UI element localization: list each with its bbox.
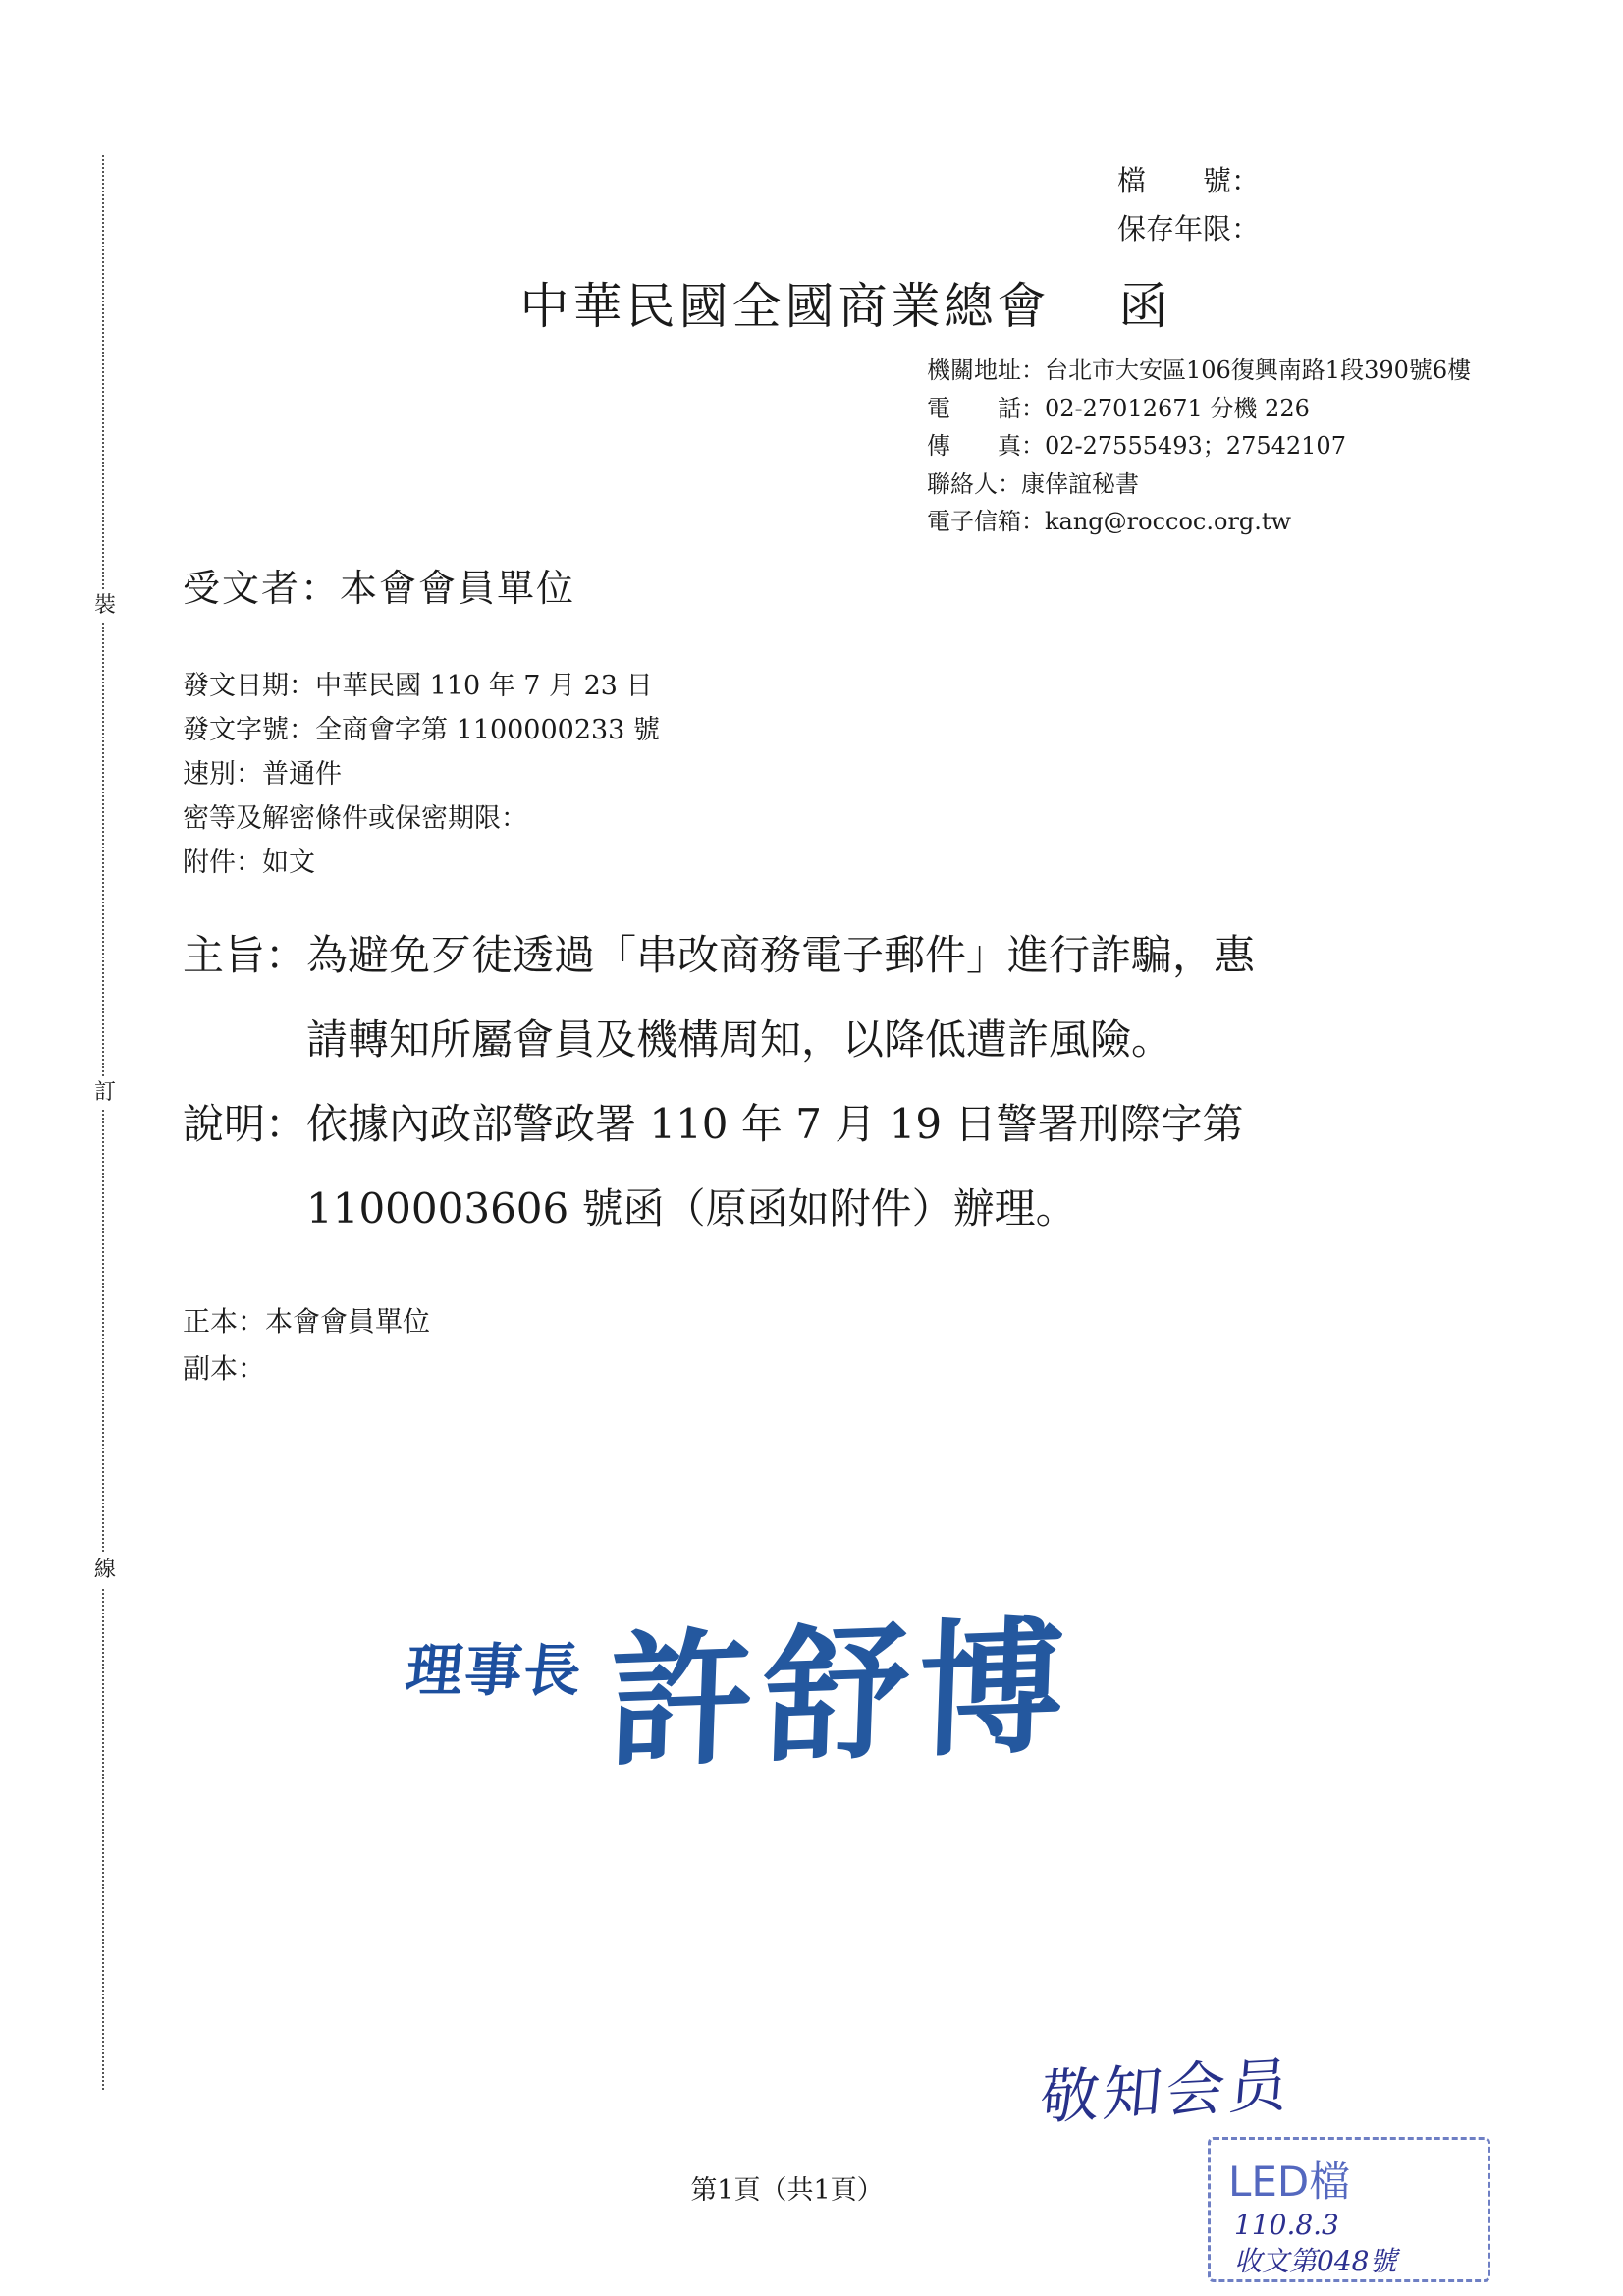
received-stamp [1208,2137,1490,2282]
doc-type: 函 [1118,278,1172,335]
stamp-date: 110.8.3 [1234,2209,1339,2241]
email-line: 電子信箱：kang@roccoc.org.tw [927,508,1292,535]
original-recipients: 正本：本會會員單位 [183,1305,431,1338]
attachment: 附件：如文 [183,847,315,878]
document-meta [183,664,660,885]
explanation-line-2: 1100003606 號函（原函如附件）辦理。 [306,1184,1077,1232]
binding-mark-zhuang: 裝 [94,589,116,623]
security-level: 密等及解密條件或保密期限： [183,803,527,834]
copy-recipients: 副本： [183,1352,266,1385]
document-title [0,267,1623,338]
stamp-title: LED檔 [1228,2158,1351,2206]
address-line: 機關地址：台北市大安區106復興南路1段390號6樓 [927,356,1472,384]
retention-period-label: 保存年限： [1117,212,1261,246]
issue-date: 發文日期：中華民國 110 年 7 月 23 日 [183,671,653,701]
contact-block [927,352,1471,541]
explanation-paragraph [183,1082,1479,1251]
signature-title: 理事長 [402,1637,587,1704]
handwritten-note: 敬知会员 [1037,2050,1295,2133]
subject-line-1: 為避免歹徒透過「串改商務電子郵件」進行詐騙，惠 [306,931,1256,979]
signature-name: 許舒博 [605,1600,1077,1788]
file-number-label: 檔 號： [1117,164,1261,197]
subject-paragraph [183,913,1479,1082]
document-body [183,913,1479,1251]
recipient: 受文者：本會會員單位 [183,567,576,610]
stamp-number: 收文第048號 [1234,2245,1397,2277]
fax-line: 傳 真：02-27555493；27542107 [927,432,1346,460]
distribution [183,1298,430,1393]
binding-mark-ding: 訂 [94,1076,116,1110]
explanation-line-1: 依據內政部警政署 110 年 7 月 19 日警署刑際字第 [306,1100,1244,1148]
phone-line: 電 話：02-27012671 分機 226 [927,394,1310,422]
chairman-signature [393,1579,1139,1788]
binding-mark-xian: 線 [94,1554,116,1587]
subject-line-2: 請轉知所屬會員及機構周知，以降低遭詐風險。 [306,1015,1173,1064]
org-name: 中華民國全國商業總會 [519,278,1051,335]
document-number: 發文字號：全商會字第 1100000233 號 [183,715,660,745]
contact-person-line: 聯絡人：康倖誼秘書 [927,469,1139,498]
urgency: 速別：普通件 [183,759,342,790]
binding-line [102,155,104,2090]
filing-info [1117,157,1260,253]
explanation-heading: 說明： [183,1100,307,1148]
subject-heading: 主旨： [183,931,307,979]
page-footer: 第1頁（共1頁） [690,2175,884,2206]
